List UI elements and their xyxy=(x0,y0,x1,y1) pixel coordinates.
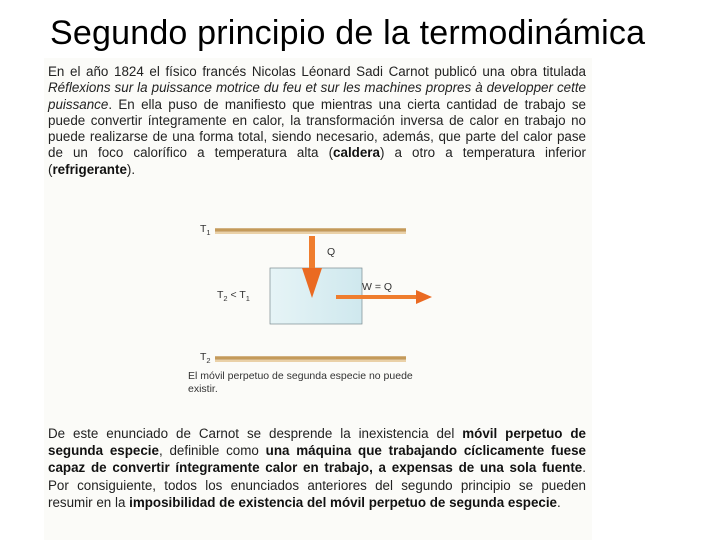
temperature-condition: $T_2 < T_1$ xyxy=(217,289,250,303)
intro-text: ). xyxy=(126,161,136,177)
scanned-textbook-page xyxy=(44,58,592,540)
conclusion-paragraph xyxy=(48,425,586,511)
diagram-caption: El móvil perpetuo de segunda especie no puede existir. xyxy=(188,370,413,395)
hot-reservoir-label: $T_1$ xyxy=(200,223,211,237)
cooler-term: refrigerante xyxy=(52,161,127,177)
conclusion-text: . xyxy=(557,494,561,510)
heat-label: Q xyxy=(327,246,336,258)
conclusion-text: . Por consiguiente, todos los enunciados anteriores del segundo principio se pueden resumir en la xyxy=(48,460,586,510)
conclusion-text: De este enunciado de Carnot se desprende la inexistencia del xyxy=(48,426,463,441)
definition-text: una máquina que trabajando cíclicamente fuese capaz de convertir íntegramente calor en trabajo, a expensas de una sola fuente xyxy=(48,443,586,476)
boiler-term: caldera xyxy=(333,145,380,161)
perpetual-motion-term: móvil perpetuo de segunda especie xyxy=(48,426,586,459)
impossibility-statement: imposibilidad de existencia del móvil perpetuo de segunda especie xyxy=(129,494,558,510)
work-arrow-head xyxy=(416,290,432,304)
book-title: Réflexions sur la puissance motrice du feu et sur les machines propres à developper cette puissance xyxy=(48,80,586,112)
conclusion-text: , definible como xyxy=(158,443,266,459)
intro-text: . En ella puso de manifiesto que mientras una cierta cantidad de trabajo se puede convertir íntegramente en calor, la transformación inversa de calor en trabajo no puede realizarse de una forma total, siendo necesario, además, que parte del calor pase de un foco calorífico a temperatura alta ( xyxy=(48,96,586,161)
cold-reservoir-label: $T_2$ xyxy=(200,351,211,365)
work-label: W = Q xyxy=(362,281,393,293)
intro-text: ) a otro a temperatura inferior ( xyxy=(48,145,586,177)
carnot-diagram xyxy=(44,58,592,378)
slide-title: Segundo principio de la termodinámica xyxy=(50,14,646,52)
intro-text: En el año 1824 el físico francés Nicolas Léonard Sadi Carnot publicó una obra titulada xyxy=(48,64,586,79)
